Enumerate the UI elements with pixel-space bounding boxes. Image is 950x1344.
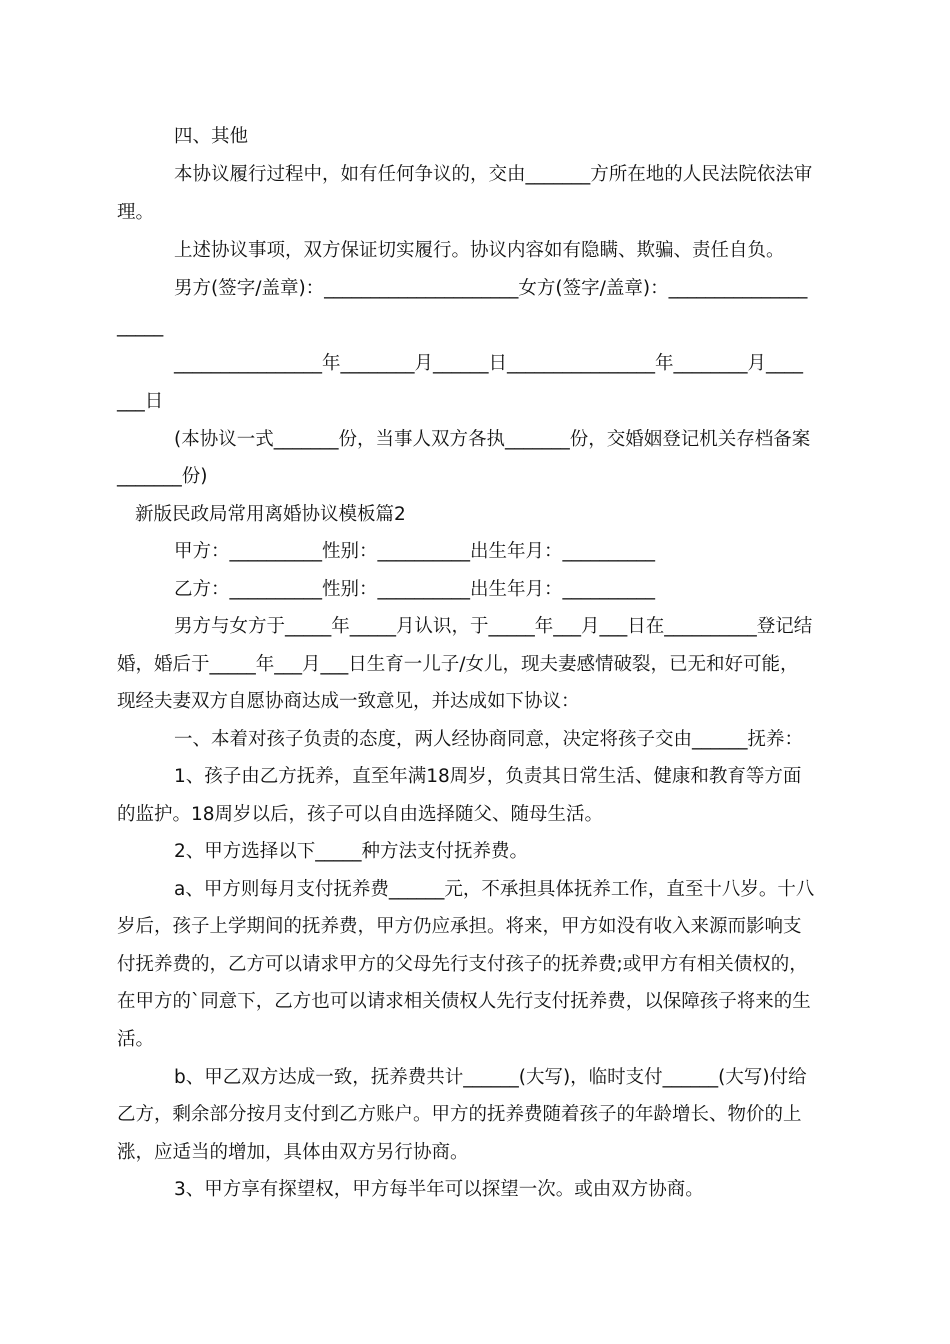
clause-a-line-5: 活。 — [117, 1029, 155, 1050]
clause-a-line-4: 在甲方的`同意下，乙方也可以请求相关债权人先行支付抚养费，以保障孩子将来的生 — [117, 991, 811, 1012]
date-line-1: ________________年________月______日________________年________月____ — [174, 353, 804, 374]
clause-a-line-1: a、甲方则每月支付抚养费______元，不承担具体抚养工作，直至十八岁。十八 — [174, 879, 815, 900]
party-a-info: 甲方：__________性别：__________出生年月：__________ — [174, 541, 656, 562]
dispute-clause-line-1: 本协议履行过程中，如有任何争议的，交由_______方所在地的人民法院依法审 — [174, 164, 813, 185]
marriage-info-line-3: 现经夫妻双方自愿协商达成一致意见，并达成如下协议： — [117, 691, 580, 712]
party-b-info: 乙方：__________性别：__________出生年月：__________ — [174, 579, 656, 600]
section-heading-other: 四、其他 — [174, 126, 249, 147]
clause-b-line-2: 乙方，剩余部分按月支付到乙方账户。甲方的抚养费随着孩子的年龄增长、物价的上 — [117, 1104, 802, 1125]
clause-3: 3、甲方享有探望权，甲方每半年可以探望一次。或由双方协商。 — [174, 1179, 704, 1200]
copies-note-line-2: _______份) — [117, 466, 208, 487]
clause-2: 2、甲方选择以下_____种方法支付抚养费。 — [174, 841, 529, 862]
marriage-info-line-2: 婚，婚后于_____年___月___日生育一儿子/女儿，现夫妻感情破裂，已无和好可能， — [117, 654, 799, 675]
signature-line-2: _____ — [117, 316, 164, 337]
marriage-info-line-1: 男方与女方于_____年_____月认识，于_____年___月___日在__________登记结 — [174, 616, 813, 637]
dispute-clause-line-2: 理。 — [117, 202, 155, 223]
clause-a-line-3: 付抚养费的，乙方可以请求甲方的父母先行支付孩子的抚养费;或甲方有相关债权的， — [117, 954, 808, 975]
clause-b-line-1: b、甲乙双方达成一致，抚养费共计______(大写)，临时支付______(大写)付给 — [174, 1067, 807, 1088]
guarantee-clause: 上述协议事项，双方保证切实履行。协议内容如有隐瞒、欺骗、责任自负。 — [174, 240, 785, 261]
signature-line-1: 男方(签字/盖章)：_____________________女方(签字/盖章)：_______________ — [174, 278, 808, 299]
clause-b-line-3: 涨，应适当的增加，具体由双方另行协商。 — [117, 1142, 469, 1163]
copies-note-line-1: (本协议一式_______份，当事人双方各执_______份，交婚姻登记机关存档备案 — [174, 429, 811, 450]
custody-clause: 一、本着对孩子负责的态度，两人经协商同意，决定将孩子交由______抚养： — [174, 729, 804, 750]
date-line-2: ___日 — [117, 391, 164, 412]
clause-1-line-1: 1、孩子由乙方抚养，直至年满18周岁，负责其日常生活、健康和教育等方面 — [174, 766, 802, 787]
clause-1-line-2: 的监护。18周岁以后，孩子可以自由选择随父、随母生活。 — [117, 804, 604, 825]
template-title: 新版民政局常用离婚协议模板篇2 — [135, 504, 406, 525]
clause-a-line-2: 岁后，孩子上学期间的抚养费，甲方仍应承担。将来，甲方如没有收入来源而影响支 — [117, 916, 802, 937]
